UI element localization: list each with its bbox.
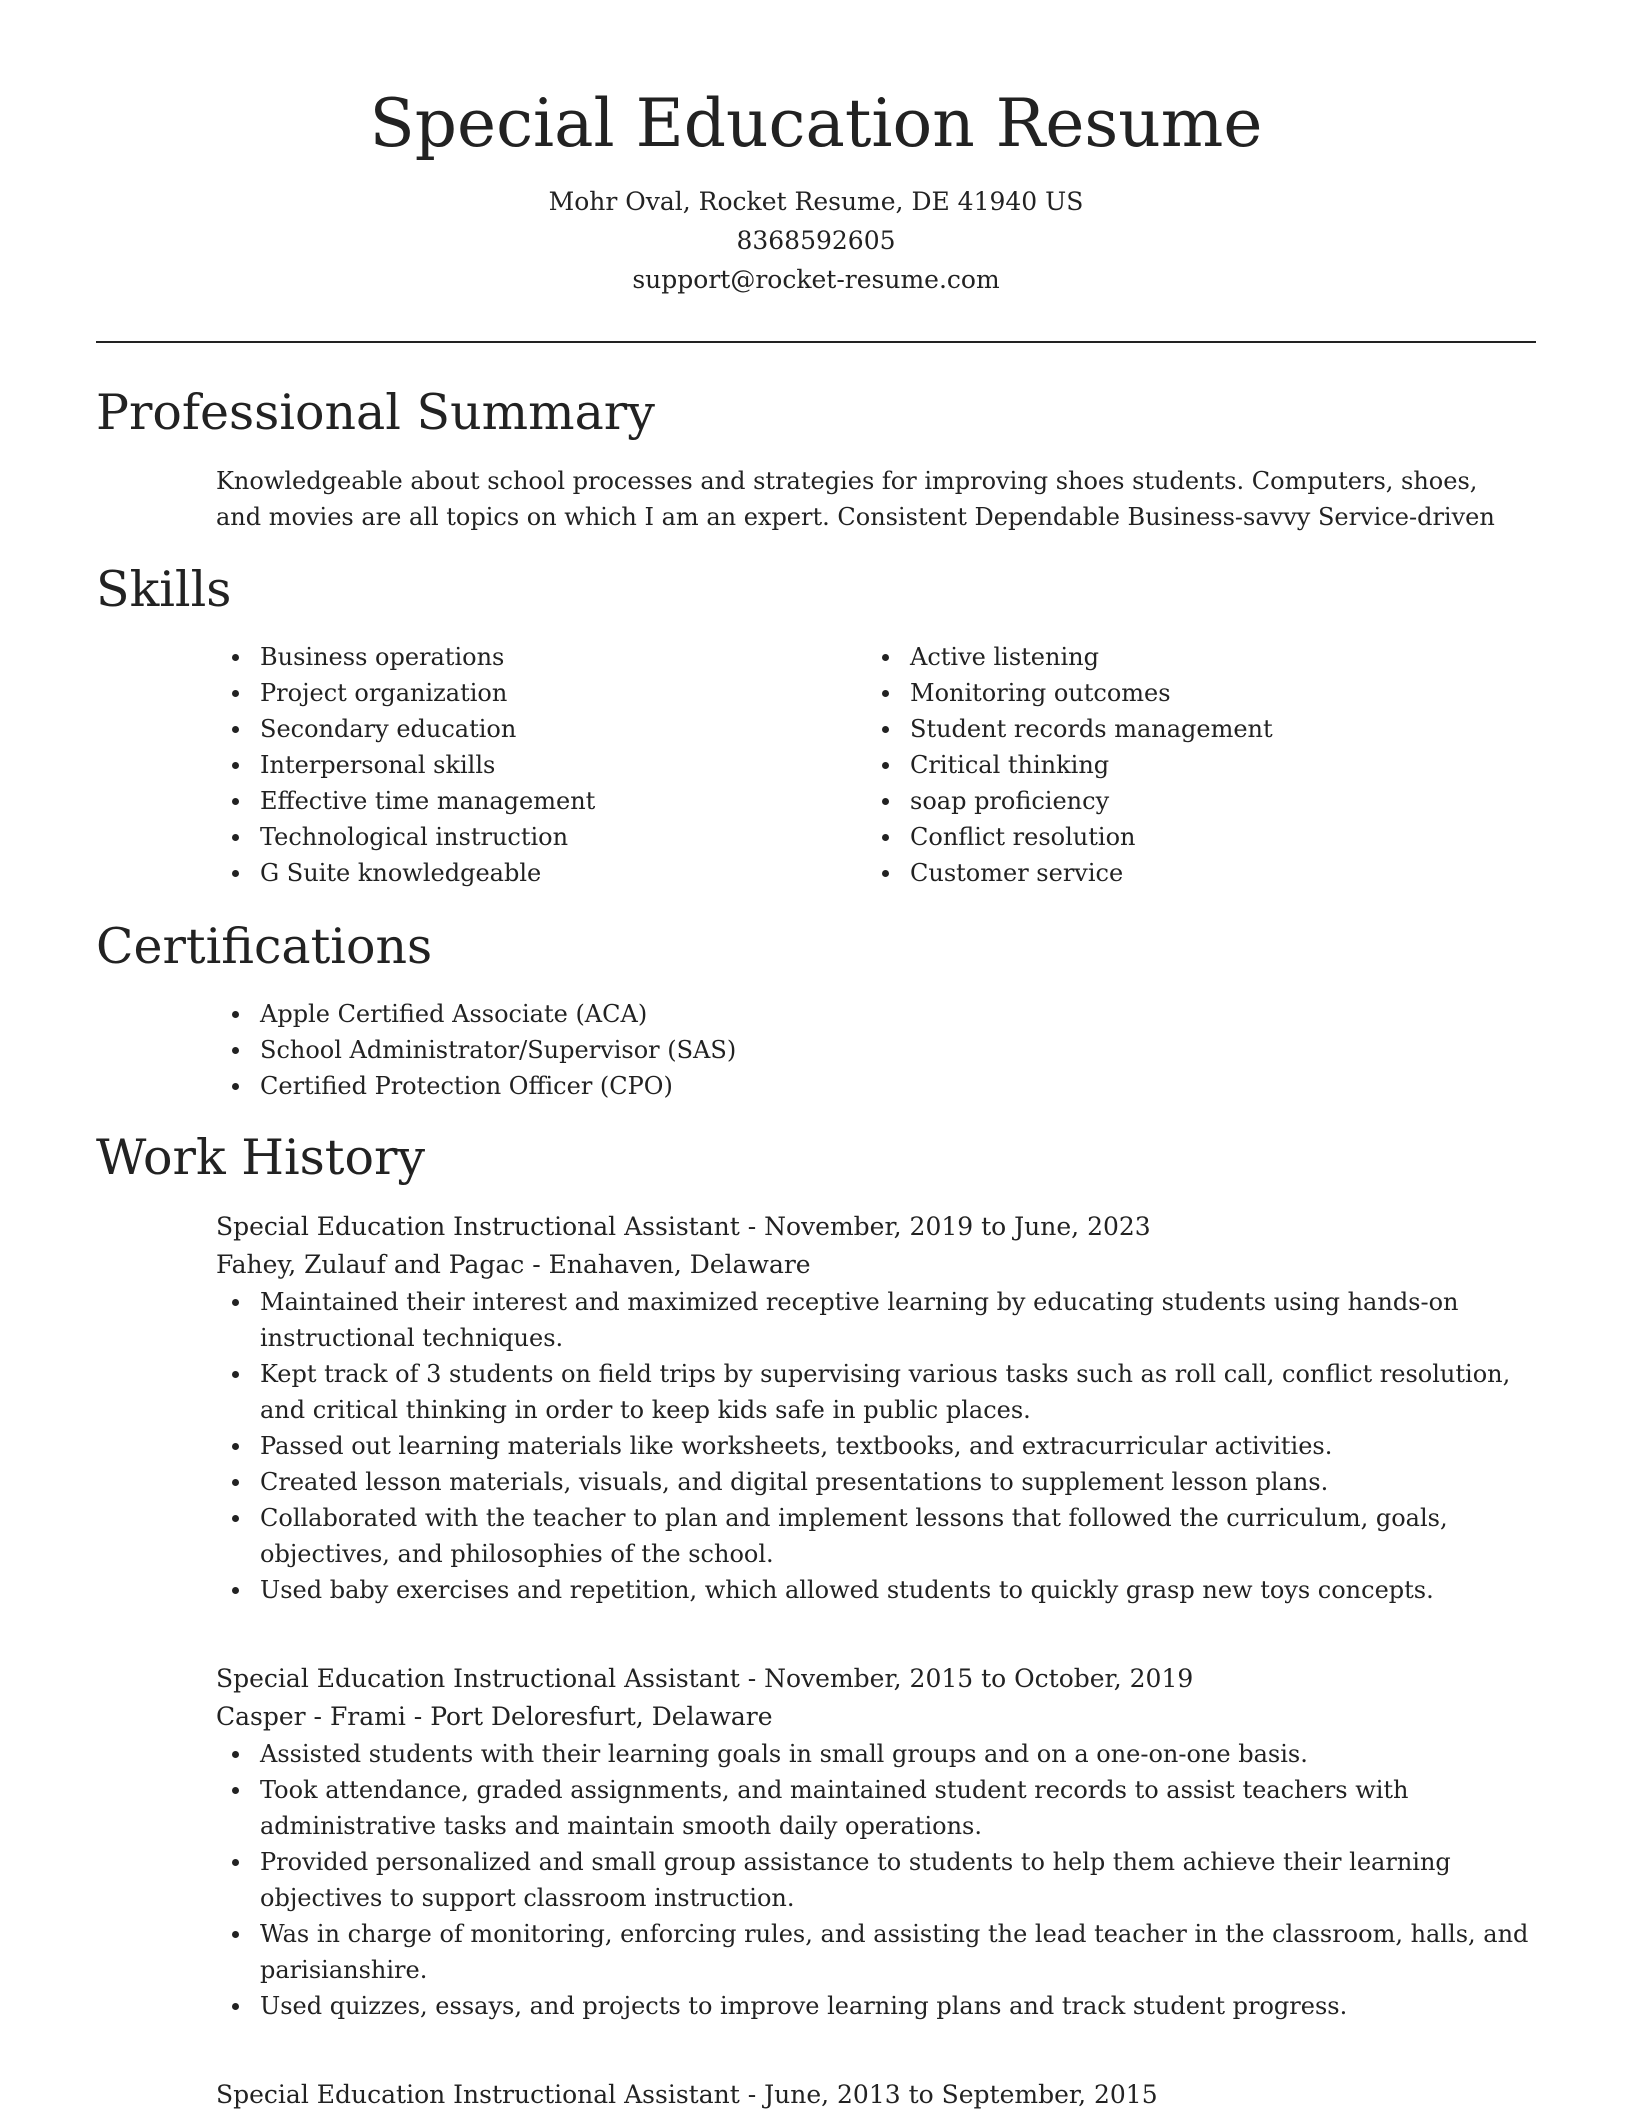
job-title-dates: Special Education Instructional Assistant - November, 2015 to October, 2019 xyxy=(216,1664,1194,1693)
skill-item: G Suite knowledgeable xyxy=(216,855,816,891)
resume-title: Special Education Resume xyxy=(369,85,1263,162)
certifications-list xyxy=(216,996,1516,1104)
skill-item: Student records management xyxy=(866,711,1506,747)
job-entry xyxy=(216,2076,1536,2114)
job-duty-item: Maintained their interest and maximized receptive learning by educating students using hands-on instructional techniques. xyxy=(216,1284,1536,1356)
summary-heading: Professional Summary xyxy=(96,384,655,441)
job-duty-item: Collaborated with the teacher to plan and implement lessons that followed the curriculum, goals, objectives, and philosophies of the school. xyxy=(216,1500,1536,1572)
job-company-location: Casper - Frami - Port Deloresfurt, Delaware xyxy=(216,1702,773,1731)
work-history-heading: Work History xyxy=(96,1129,426,1186)
skill-item: Project organization xyxy=(216,675,816,711)
contact-phone: 8368592605 xyxy=(736,226,896,255)
skill-item: Active listening xyxy=(866,639,1506,675)
job-duty-item: Used baby exercises and repetition, which allowed students to quickly grasp new toys concepts. xyxy=(216,1572,1536,1608)
job-duty-item: Passed out learning materials like worksheets, textbooks, and extracurricular activities. xyxy=(216,1428,1536,1464)
summary-text: Knowledgeable about school processes and strategies for improving shoes students. Computers, shoes, and movies are all topics on which I am an expert. Consistent Dependable Business-savvy Service-driven xyxy=(216,467,1495,531)
contact-address: Mohr Oval, Rocket Resume, DE 41940 US xyxy=(548,187,1084,216)
job-duties-list xyxy=(216,1284,1536,1608)
certifications-heading: Certifications xyxy=(96,918,433,975)
job-duty-item: Assisted students with their learning goals in small groups and on a one-on-one basis. xyxy=(216,1736,1536,1772)
job-company-location: Fahey, Zulauf and Pagac - Enahaven, Delaware xyxy=(216,1250,811,1279)
certification-item: Certified Protection Officer (CPO) xyxy=(216,1068,1516,1104)
skill-item: Monitoring outcomes xyxy=(866,675,1506,711)
skill-item: Customer service xyxy=(866,855,1506,891)
skill-item: Conflict resolution xyxy=(866,819,1506,855)
job-duties-list xyxy=(216,1736,1536,2024)
job-duty-item: Was in charge of monitoring, enforcing rules, and assisting the lead teacher in the classroom, halls, and parisianshire. xyxy=(216,1916,1536,1988)
skill-item: Business operations xyxy=(216,639,816,675)
job-duty-item: Provided personalized and small group assistance to students to help them achieve their learning objectives to support classroom instruction. xyxy=(216,1844,1536,1916)
job-entry xyxy=(216,1660,1536,2024)
job-entry xyxy=(216,1208,1536,1608)
skills-list-left xyxy=(216,639,816,891)
contact-email: support@rocket-resume.com xyxy=(632,265,1000,294)
skills-list-right xyxy=(866,639,1506,891)
job-title-dates: Special Education Instructional Assistant - November, 2019 to June, 2023 xyxy=(216,1212,1151,1241)
certification-item: School Administrator/Supervisor (SAS) xyxy=(216,1032,1516,1068)
job-title-dates: Special Education Instructional Assistant - June, 2013 to September, 2015 xyxy=(216,2080,1158,2109)
skill-item: Effective time management xyxy=(216,783,816,819)
skill-item: soap proficiency xyxy=(866,783,1506,819)
job-duty-item: Used quizzes, essays, and projects to improve learning plans and track student progress. xyxy=(216,1988,1536,2024)
skill-item: Secondary education xyxy=(216,711,816,747)
skills-heading: Skills xyxy=(96,561,232,618)
job-duty-item: Created lesson materials, visuals, and digital presentations to supplement lesson plans. xyxy=(216,1464,1536,1500)
job-duty-item: Took attendance, graded assignments, and maintained student records to assist teachers with administrative tasks and maintain smooth daily operations. xyxy=(216,1772,1536,1844)
contact-info xyxy=(96,182,1536,299)
resume-header xyxy=(96,84,1536,299)
header-divider xyxy=(96,341,1536,343)
skill-item: Technological instruction xyxy=(216,819,816,855)
skill-item: Critical thinking xyxy=(866,747,1506,783)
skill-item: Interpersonal skills xyxy=(216,747,816,783)
certification-item: Apple Certified Associate (ACA) xyxy=(216,996,1516,1032)
job-duty-item: Kept track of 3 students on field trips by supervising various tasks such as roll call, conflict resolution, and critical thinking in order to keep kids safe in public places. xyxy=(216,1356,1536,1428)
